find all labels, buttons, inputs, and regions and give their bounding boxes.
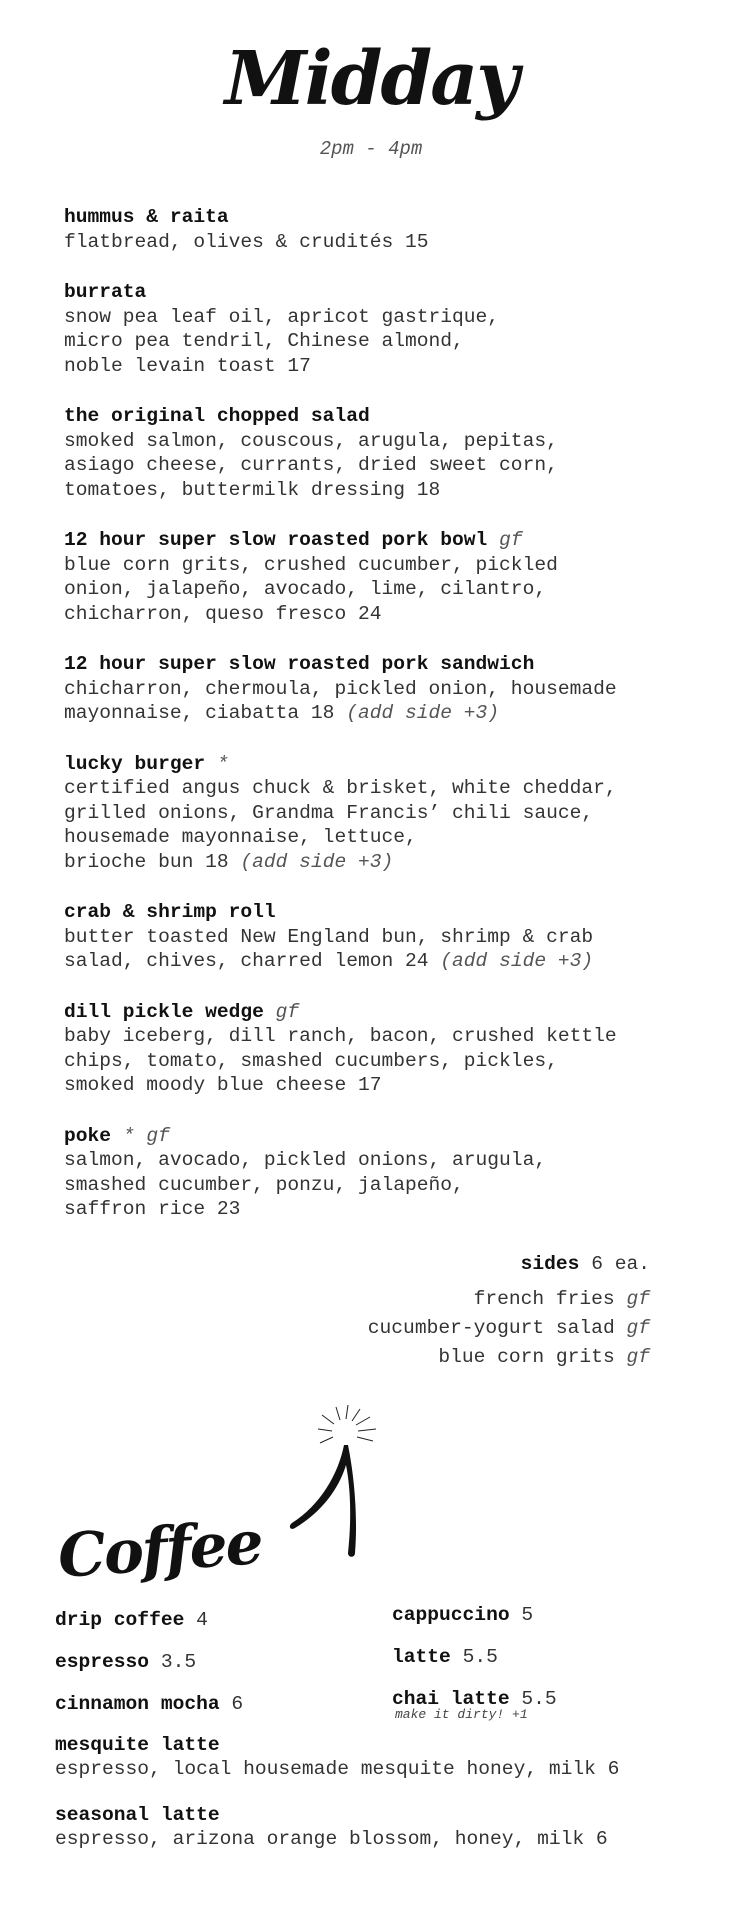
menu-item <box>64 652 704 726</box>
coffee-price: 5.5 <box>521 1688 557 1710</box>
item-tag: * <box>216 752 229 775</box>
item-name: crab & shrimp roll <box>64 901 276 923</box>
item-description: baby iceberg, dill ranch, bacon, crushed kettle chips, tomato, smashed cucumbers, pickles, smoked moody blue cheese 17 <box>64 1025 617 1096</box>
coffee-item <box>55 1608 243 1650</box>
item-name: dill pickle wedge <box>64 1000 264 1023</box>
item-description: butter toasted New England bun, shrimp & crab salad, chives, charred lemon 24 <box>64 925 594 972</box>
coffee-name: seasonal latte <box>55 1804 220 1826</box>
coffee-price: 3.5 <box>160 1651 197 1673</box>
menu-item <box>64 752 704 875</box>
sides-price: 6 ea. <box>591 1253 650 1275</box>
menu-hours: 2pm - 4pm <box>319 138 423 160</box>
item-description: certified angus chuck & brisket, white cheddar, grilled onions, Grandma Francis’ chili sauce, housemade mayonnaise, lettuce, brioche bun 18 <box>64 777 617 873</box>
item-name: 12 hour super slow roasted pork sandwich <box>64 653 535 675</box>
item-tag: gf <box>499 529 523 551</box>
item-description: flatbread, olives & crudités 15 <box>64 230 429 253</box>
item-tag: * gf <box>122 1124 170 1147</box>
coffee-title: Coffee <box>55 1507 264 1593</box>
item-tag: gf <box>275 1000 300 1023</box>
coffee-seasonal <box>55 1803 608 1851</box>
item-name: 12 hour super slow roasted pork bowl <box>64 529 488 551</box>
side-name: blue corn grits <box>438 1346 615 1368</box>
menu-item <box>64 1000 704 1098</box>
menu-item <box>64 900 704 974</box>
coffee-item <box>55 1650 243 1692</box>
menu-item <box>64 205 704 254</box>
sides-title: sides <box>520 1253 580 1275</box>
side-tag: gf <box>626 1317 650 1339</box>
menu-list <box>64 205 704 1248</box>
coffee-description: espresso, local housemade mesquite honey, milk 6 <box>55 1758 620 1780</box>
menu-title: Midday <box>224 36 518 122</box>
item-name: the original chopped salad <box>64 405 370 427</box>
side-tag: gf <box>626 1346 650 1368</box>
coffee-item <box>392 1645 557 1687</box>
side-tag: gf <box>626 1288 650 1310</box>
coffee-name: espresso <box>55 1651 150 1673</box>
coffee-description: espresso, arizona orange blossom, honey, milk 6 <box>55 1828 608 1850</box>
coffee-name: chai latte <box>392 1688 510 1710</box>
wishbone-icon <box>280 1405 420 1565</box>
side-name: cucumber-yogurt salad <box>367 1317 615 1339</box>
item-name: lucky burger <box>64 752 206 775</box>
coffee-item <box>55 1692 243 1734</box>
item-description: blue corn grits, crushed cucumber, pickled onion, jalapeño, avocado, lime, cilantro, chicharron, queso fresco 24 <box>64 553 558 625</box>
coffee-name: drip coffee <box>55 1609 185 1631</box>
menu-item <box>64 404 704 502</box>
chai-note: make it dirty! +1 <box>395 1707 528 1722</box>
coffee-price: 6 <box>231 1693 244 1715</box>
coffee-item <box>392 1603 557 1645</box>
coffee-mesquite <box>55 1733 619 1781</box>
coffee-name: cappuccino <box>392 1604 510 1626</box>
item-name: poke <box>64 1124 112 1147</box>
sides-section <box>368 1250 650 1372</box>
item-description: smoked salmon, couscous, arugula, pepitas, asiago cheese, currants, dried sweet corn, tomatoes, buttermilk dressing 18 <box>64 429 558 501</box>
item-name: hummus & raita <box>64 206 229 228</box>
coffee-left-column <box>55 1608 243 1734</box>
menu-item <box>64 280 704 378</box>
side-item <box>368 1314 650 1343</box>
menu-item <box>64 528 704 626</box>
item-addon: (add side +3) <box>240 850 394 873</box>
side-item <box>368 1343 650 1372</box>
item-description: chicharron, chermoula, pickled onion, housemade mayonnaise, ciabatta 18 <box>64 677 617 724</box>
item-addon: (add side +3) <box>346 702 500 724</box>
coffee-price: 4 <box>196 1609 208 1631</box>
coffee-price: 5 <box>521 1604 534 1626</box>
item-name: burrata <box>64 281 147 303</box>
side-name: french fries <box>473 1288 615 1310</box>
menu-item <box>64 1124 704 1222</box>
coffee-name: latte <box>392 1646 451 1668</box>
item-addon: (add side +3) <box>440 950 594 972</box>
item-description: salmon, avocado, pickled onions, arugula, smashed cucumber, ponzu, jalapeño, saffron rice 23 <box>64 1149 547 1220</box>
side-item <box>368 1285 650 1314</box>
item-description: snow pea leaf oil, apricot gastrique, micro pea tendril, Chinese almond, noble levain toast 17 <box>64 305 500 377</box>
coffee-right-column <box>392 1603 557 1722</box>
coffee-name: mesquite latte <box>55 1734 220 1756</box>
coffee-name: cinnamon mocha <box>55 1693 220 1715</box>
coffee-price: 5.5 <box>462 1646 498 1668</box>
